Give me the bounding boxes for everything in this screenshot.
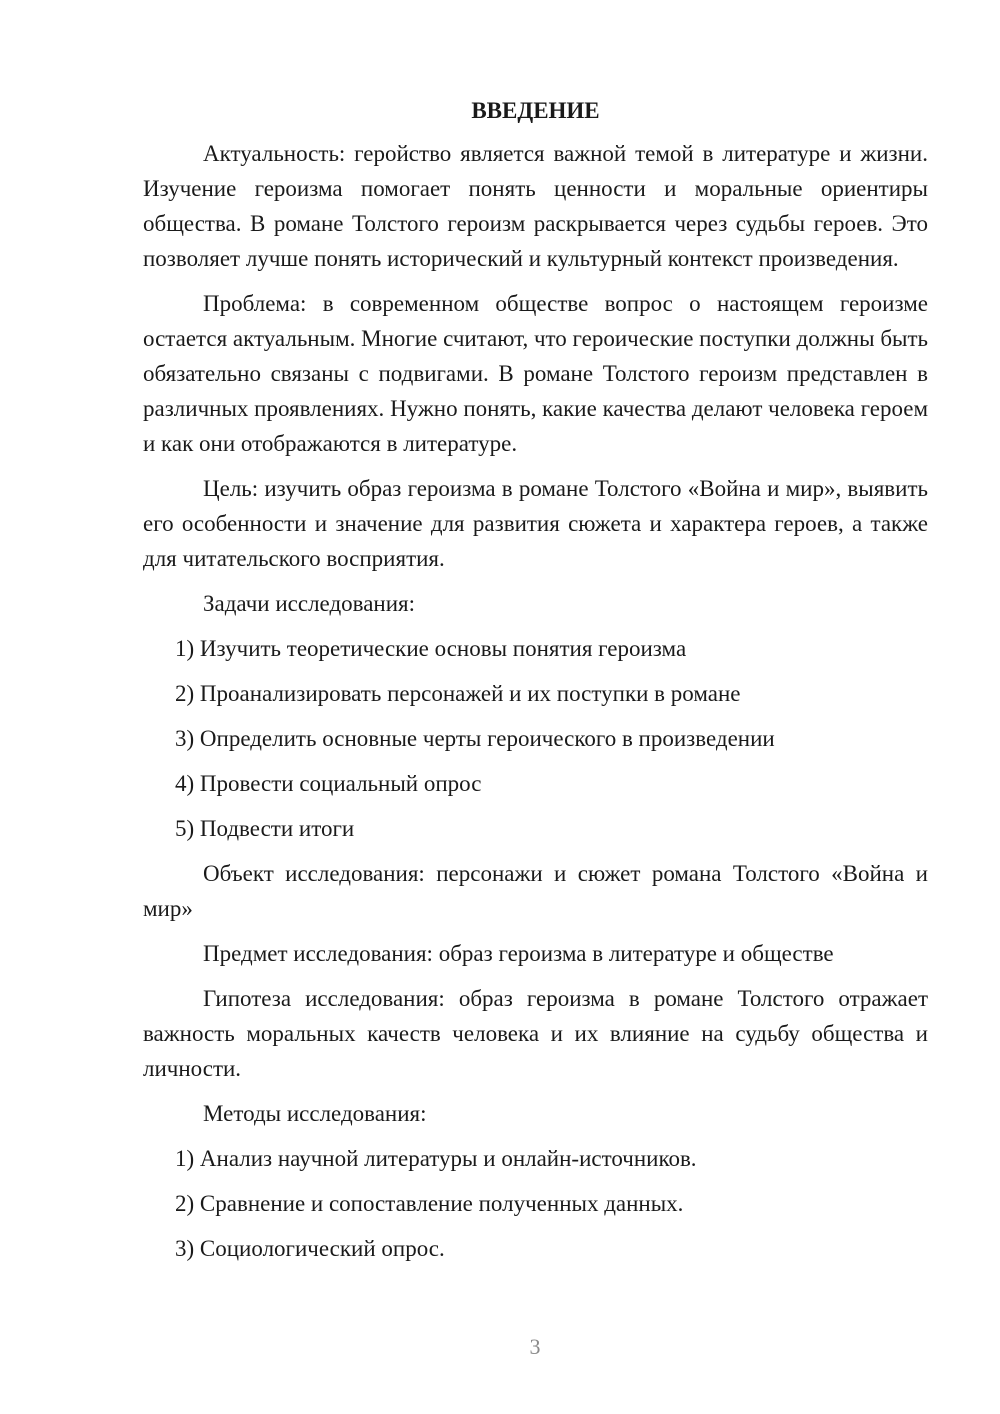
task-item-4: 4) Провести социальный опрос <box>175 771 482 796</box>
page-title: ВВЕДЕНИЕ <box>471 98 600 123</box>
object-paragraph: Объект исследования: персонажи и сюжет романа Толстого «Война и мир» <box>143 861 928 921</box>
subject-paragraph: Предмет исследования: образ героизма в литературе и обществе <box>203 941 834 966</box>
task-item-2: 2) Проанализировать персонажей и их поступки в романе <box>175 681 741 706</box>
method-item-1: 1) Анализ научной литературы и онлайн-источников. <box>175 1146 697 1171</box>
task-item-3: 3) Определить основные черты героического в произведении <box>175 726 775 751</box>
relevance-paragraph: Актуальность: геройство является важной темой в литературе и жизни. Изучение героизма помогает понять ценности и моральные ориентиры общества. В романе Толстого героизм раскрывается через судьбы героев. Это позволяет лучше понять исторический и культурный контекст произведения. <box>143 141 928 271</box>
method-item-3: 3) Социологический опрос. <box>175 1236 445 1261</box>
hypothesis-paragraph: Гипотеза исследования: образ героизма в романе Толстого отражает важность моральных качеств человека и их влияние на судьбу общества и личности. <box>143 986 928 1081</box>
problem-paragraph: Проблема: в современном обществе вопрос о настоящем героизме остается актуальным. Многие считают, что героические поступки должны быть обязательно связаны с подвигами. В романе Толстого героизм представлен в различных проявлениях. Нужно понять, какие качества делают человека героем и как они отображаются в литературе. <box>143 291 929 456</box>
page-content <box>143 96 928 1276</box>
task-item-5: 5) Подвести итоги <box>175 816 355 841</box>
tasks-heading: Задачи исследования: <box>203 591 416 616</box>
method-item-2: 2) Сравнение и сопоставление полученных данных. <box>175 1191 684 1216</box>
goal-paragraph: Цель: изучить образ героизма в романе Толстого «Война и мир», выявить его особенности и значение для развития сюжета и характера героев, а также для читательского восприятия. <box>143 476 928 571</box>
task-item-1: 1) Изучить теоретические основы понятия героизма <box>175 636 687 661</box>
page-number: 3 <box>529 1334 541 1359</box>
methods-heading: Методы исследования: <box>203 1101 427 1126</box>
